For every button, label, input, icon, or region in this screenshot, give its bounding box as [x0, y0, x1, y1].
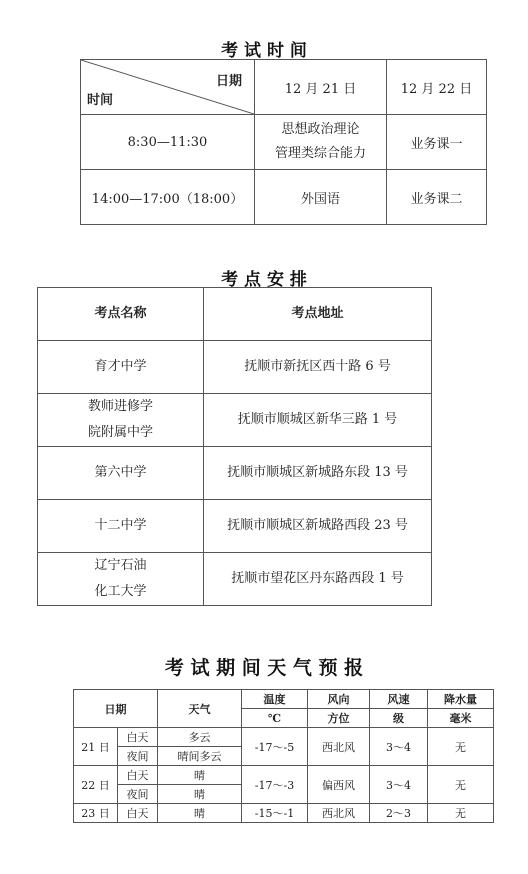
venue-name — [38, 341, 204, 394]
venue-address: 抚顺市望花区丹东路西段 1 号 — [204, 553, 432, 606]
venue-name-line: 育才中学 — [94, 359, 147, 374]
sky-value: 晴 — [158, 766, 242, 785]
temp-header: 温度 — [242, 690, 308, 709]
time-slot-afternoon: 14:00—17:00（18:00） — [81, 170, 255, 225]
wind-speed-value: 2～3 — [370, 804, 428, 823]
time-axis-label: 时间 — [87, 93, 114, 108]
precip-value: 无 — [428, 766, 494, 804]
subject-cell: 业务课二 — [387, 170, 487, 225]
day-label: 21 日 — [74, 728, 118, 766]
subject-cell: 业务课一 — [387, 115, 487, 170]
date-header-2: 12 月 22 日 — [387, 60, 487, 115]
period-day: 白天 — [118, 728, 158, 747]
wind-dir-header: 风向 — [308, 690, 370, 709]
venue-address: 抚顺市顺城区新城路西段 23 号 — [204, 500, 432, 553]
sky-value: 晴 — [158, 785, 242, 804]
precip-unit: 毫米 — [428, 709, 494, 728]
sky-value: 多云 — [158, 728, 242, 747]
table-row — [38, 447, 432, 500]
day-label: 22 日 — [74, 766, 118, 804]
table-row — [38, 341, 432, 394]
venue-name-header: 考点名称 — [38, 288, 204, 341]
wind-speed-value: 3～4 — [370, 766, 428, 804]
venue-name-line: 院附属中学 — [87, 425, 153, 440]
venue-name — [38, 500, 204, 553]
subject-line: 管理类综合能力 — [274, 146, 366, 161]
table-row — [74, 804, 494, 823]
precip-value: 无 — [428, 728, 494, 766]
precip-value: 无 — [428, 804, 494, 823]
venue-name-line: 辽宁石油 — [94, 558, 147, 573]
venue-name — [38, 394, 204, 447]
diagonal-header-cell — [81, 60, 255, 115]
date-header-1: 12 月 21 日 — [255, 60, 387, 115]
venue-name-line: 第六中学 — [94, 465, 147, 480]
wind-dir-value: 偏西风 — [308, 766, 370, 804]
table-row — [38, 500, 432, 553]
temp-value: -17～-5 — [242, 728, 308, 766]
venue-name — [38, 553, 204, 606]
venue-name-line: 十二中学 — [94, 518, 147, 533]
temp-value: -17～-3 — [242, 766, 308, 804]
venue-address: 抚顺市顺城区新华三路 1 号 — [204, 394, 432, 447]
weather-table — [73, 689, 494, 823]
subject-cell — [255, 115, 387, 170]
sky-value: 晴 — [158, 804, 242, 823]
table-row — [38, 394, 432, 447]
sky-header: 天气 — [158, 690, 242, 728]
table-row — [74, 766, 494, 785]
venue-address: 抚顺市顺城区新城路东段 13 号 — [204, 447, 432, 500]
wind-dir-value: 西北风 — [308, 728, 370, 766]
date-axis-label: 日期 — [215, 74, 242, 89]
date-header: 日期 — [74, 690, 158, 728]
period-night: 夜间 — [118, 785, 158, 804]
subject-cell: 外国语 — [255, 170, 387, 225]
venue-address: 抚顺市新抚区西十路 6 号 — [204, 341, 432, 394]
weather-title: 考 试 期 间 天 气 预 报 — [164, 657, 364, 679]
venue-address-header: 考点地址 — [204, 288, 432, 341]
period-day: 白天 — [118, 766, 158, 785]
venues-title: 考 点 安 排 — [221, 270, 307, 290]
venues-table — [37, 287, 432, 606]
wind-speed-value: 3～4 — [370, 728, 428, 766]
table-row — [38, 553, 432, 606]
temp-value: -15～-1 — [242, 804, 308, 823]
precip-header: 降水量 — [428, 690, 494, 709]
wind-dir-unit: 方位 — [308, 709, 370, 728]
period-night: 夜间 — [118, 747, 158, 766]
venue-name-line: 化工大学 — [94, 584, 147, 599]
temp-unit: ℃ — [242, 709, 308, 728]
day-label: 23 日 — [74, 804, 118, 823]
venue-name-line: 教师进修学 — [87, 399, 153, 414]
period-day: 白天 — [118, 804, 158, 823]
wind-speed-header: 风速 — [370, 690, 428, 709]
wind-speed-unit: 级 — [370, 709, 428, 728]
sky-value: 晴间多云 — [158, 747, 242, 766]
venue-name — [38, 447, 204, 500]
exam-time-table — [80, 59, 487, 225]
table-row — [74, 728, 494, 747]
subject-line: 思想政治理论 — [281, 122, 360, 137]
exam-time-title: 考 试 时 间 — [221, 41, 307, 61]
time-slot-morning: 8:30—11:30 — [81, 115, 255, 170]
wind-dir-value: 西北风 — [308, 804, 370, 823]
